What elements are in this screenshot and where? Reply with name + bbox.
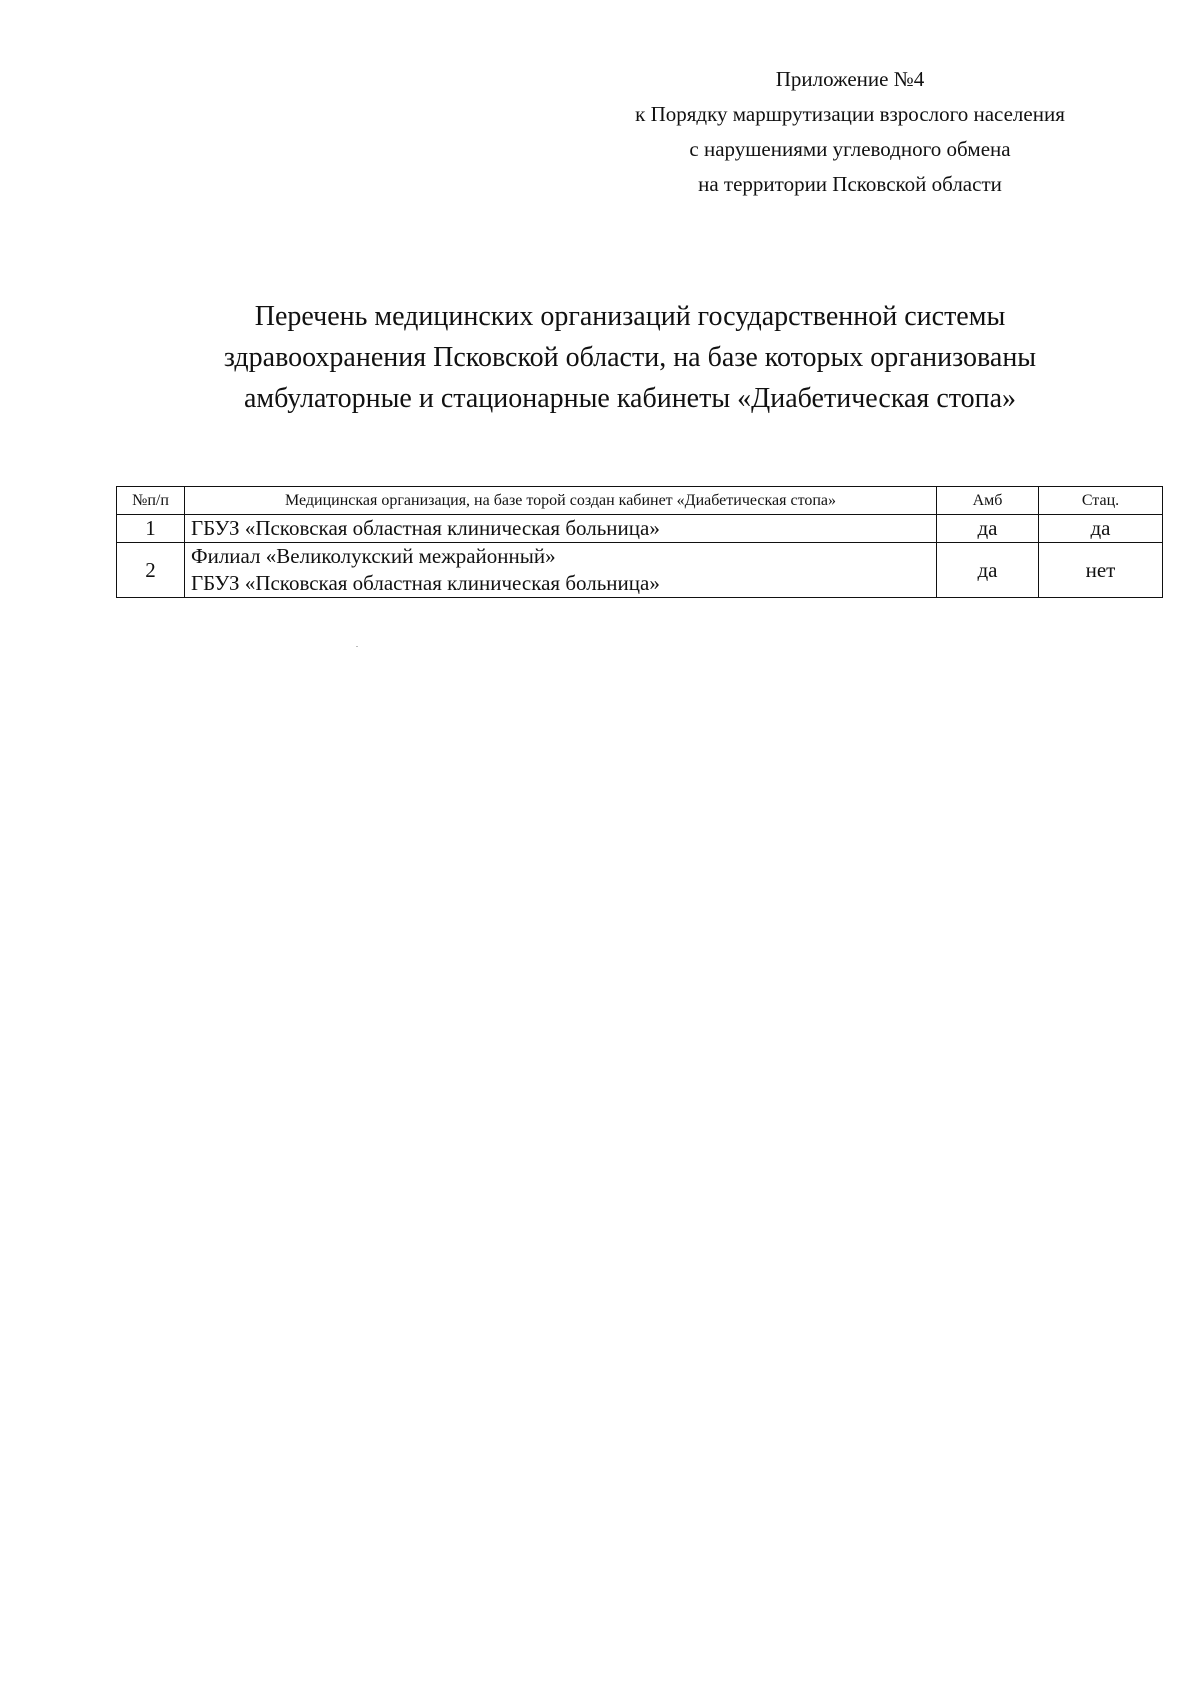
ambulatory-flag: да [937, 515, 1039, 543]
title-line: Перечень медицинских организаций государственной системы [254, 301, 1006, 332]
appendix-line: с нарушениями углеводного обмена [689, 137, 1011, 161]
organizations-table [116, 486, 1163, 598]
organization-name-line: ГБУЗ «Псковская областная клиническая больница» [191, 516, 660, 540]
title-line: здравоохранения Псковской области, на базе которых организованы [223, 342, 1037, 373]
appendix-line: к Порядку маршрутизации взрослого населения [635, 102, 1065, 126]
table-row [117, 515, 1163, 543]
column-header-ambulatory: Амб [937, 487, 1039, 515]
ambulatory-flag: да [937, 543, 1039, 598]
appendix-header [560, 62, 1140, 202]
table-row [117, 543, 1163, 598]
organization-name [185, 543, 937, 598]
column-header-stationary: Стац. [1039, 487, 1163, 515]
title-line: амбулаторные и стационарные кабинеты «Диабетическая стопа» [243, 383, 1017, 414]
column-header-organization: Медицинская организация, на базе торой создан кабинет «Диабетическая стопа» [185, 487, 937, 515]
appendix-line: на территории Псковской области [698, 172, 1002, 196]
organization-name-line: Филиал «Великолукский межрайонный» [191, 544, 556, 568]
table-header-row [117, 487, 1163, 515]
column-header-number: №п/п [117, 487, 185, 515]
stationary-flag: да [1039, 515, 1163, 543]
appendix-line: Приложение №4 [775, 67, 925, 91]
row-number: 2 [117, 543, 185, 598]
scan-speck [356, 646, 358, 647]
document-title [140, 296, 1120, 419]
organization-name-line: ГБУЗ «Псковская областная клиническая больница» [191, 571, 660, 595]
row-number: 1 [117, 515, 185, 543]
stationary-flag: нет [1039, 543, 1163, 598]
organization-name [185, 515, 937, 543]
